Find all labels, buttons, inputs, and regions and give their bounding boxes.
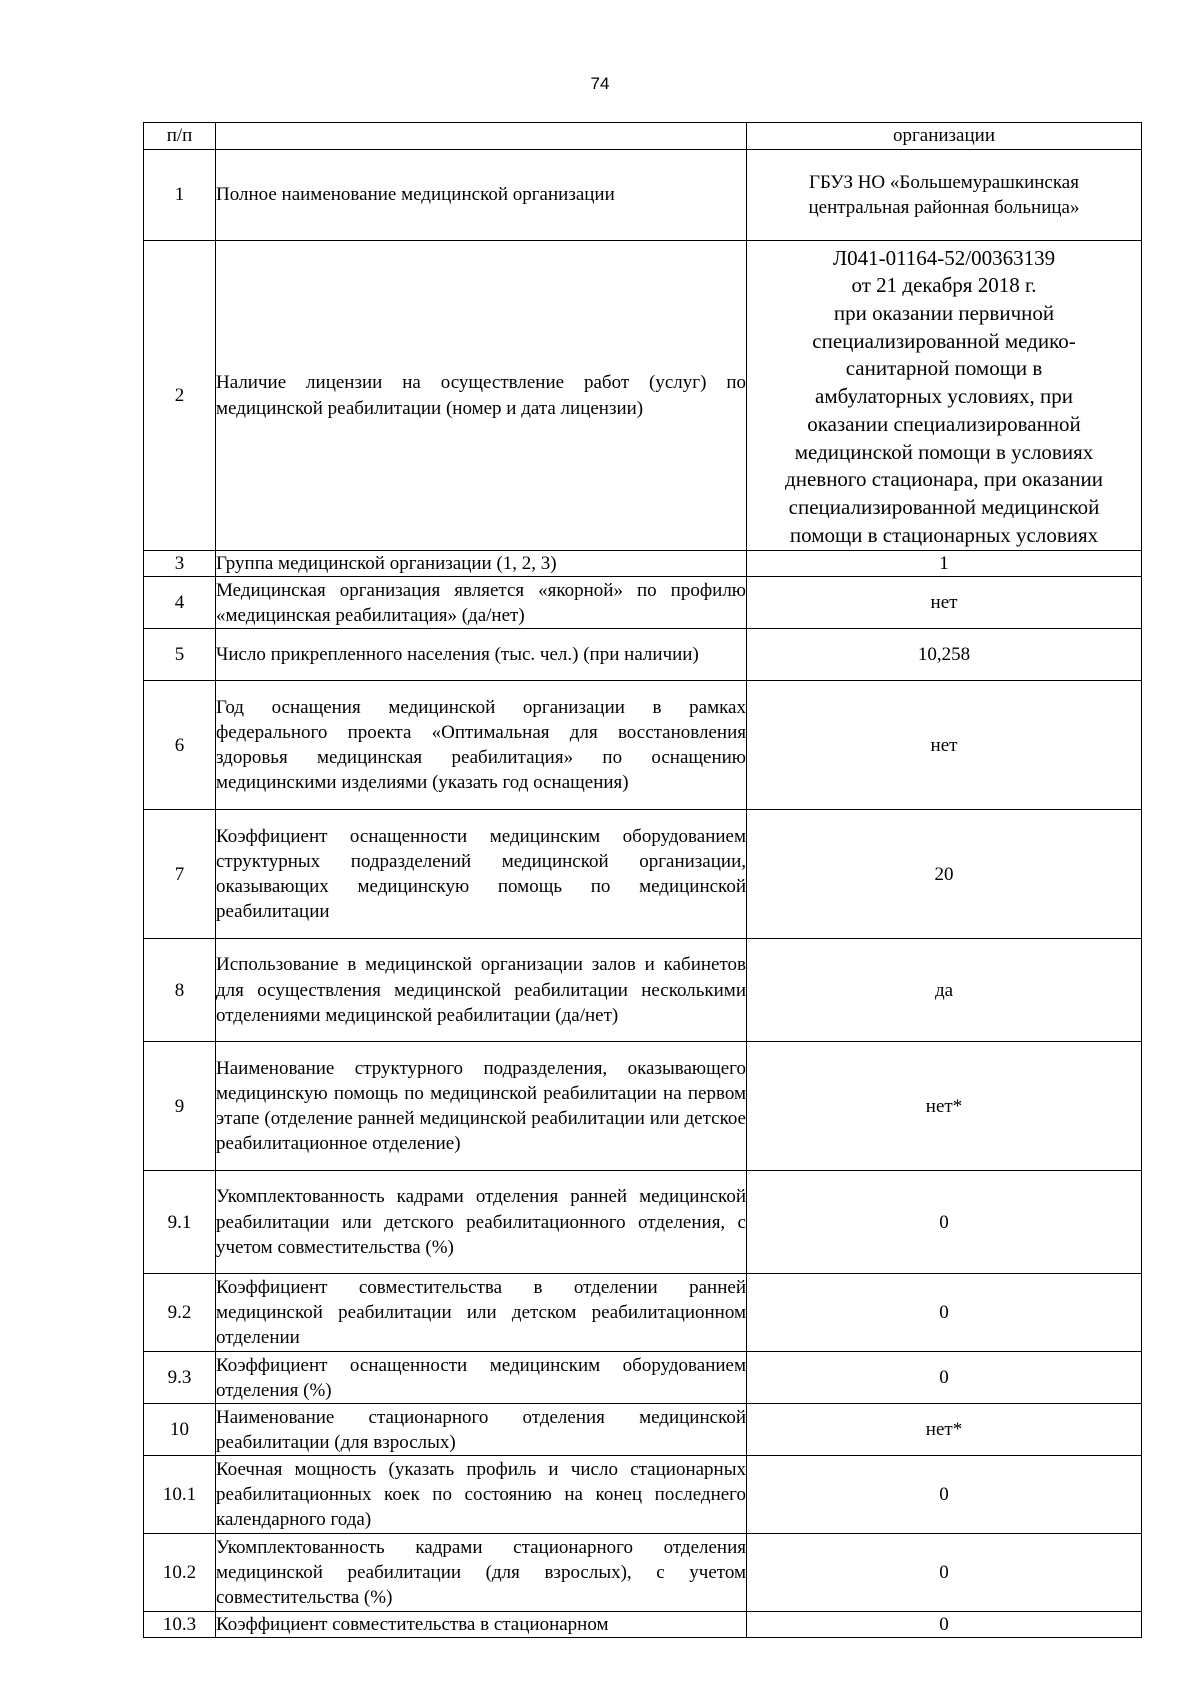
row-number: 1 xyxy=(144,150,216,241)
value-line: медицинской помощи в условиях xyxy=(794,439,1094,464)
row-description: Коечная мощность (указать профиль и число стационарных реабилитационных коек по состоянию на конец последнего календарного года) xyxy=(216,1456,747,1534)
row-number: 9.2 xyxy=(144,1274,216,1352)
value-line: помощи в стационарных условиях xyxy=(789,522,1099,547)
row-number: 9.3 xyxy=(144,1352,216,1404)
row-number: 10.3 xyxy=(144,1612,216,1638)
value-line: при оказании первичной xyxy=(833,300,1055,325)
row-value xyxy=(747,150,1142,241)
row-value: 0 xyxy=(747,1534,1142,1612)
row-number: 9 xyxy=(144,1042,216,1171)
row-value: да xyxy=(747,939,1142,1042)
table-row xyxy=(144,810,1142,939)
row-value: 20 xyxy=(747,810,1142,939)
row-description: Укомплектованность кадрами отделения ранней медицинской реабилитации или детского реабилитационного отделения, с учетом совместительства (%) xyxy=(216,1171,747,1274)
row-value: 0 xyxy=(747,1352,1142,1404)
row-description: Наличие лицензии на осуществление работ (услуг) по медицинской реабилитации (номер и дата лицензии) xyxy=(216,241,747,551)
value-line: центральная районная больница» xyxy=(808,197,1080,218)
value-line: дневного стационара, при оказании xyxy=(785,467,1103,492)
row-number: 10.1 xyxy=(144,1456,216,1534)
row-number: 10.2 xyxy=(144,1534,216,1612)
row-description: Использование в медицинской организации залов и кабинетов для осуществления медицинской реабилитации несколькими отделениями медицинской реабилитации (да/нет) xyxy=(216,939,747,1042)
table-row xyxy=(144,681,1142,810)
row-value xyxy=(747,241,1142,551)
row-value: 0 xyxy=(747,1612,1142,1638)
row-number: 10 xyxy=(144,1404,216,1456)
value-line: специализированной медико- xyxy=(812,328,1076,353)
page-number: 74 xyxy=(590,74,610,93)
table-row xyxy=(144,1274,1142,1352)
row-value: нет* xyxy=(747,1042,1142,1171)
table-row xyxy=(144,1534,1142,1612)
row-value: нет xyxy=(747,681,1142,810)
row-number: 9.1 xyxy=(144,1171,216,1274)
row-number: 6 xyxy=(144,681,216,810)
value-line: ГБУЗ НО «Большемурашкинская xyxy=(809,171,1079,193)
value-line: санитарной помощи в xyxy=(845,356,1043,381)
table-row xyxy=(144,1352,1142,1404)
row-description: Медицинская организация является «якорной» по профилю «медицинская реабилитация» (да/нет) xyxy=(216,577,747,629)
table-header-row xyxy=(144,123,1142,150)
row-value: 1 xyxy=(747,551,1142,577)
organization-data-table xyxy=(143,122,1142,1638)
table-row xyxy=(144,629,1142,681)
row-description: Коэффициент оснащенности медицинским оборудованием отделения (%) xyxy=(216,1352,747,1404)
value-line: от 21 декабря 2018 г. xyxy=(851,273,1037,298)
row-number: 3 xyxy=(144,551,216,577)
row-value: нет xyxy=(747,577,1142,629)
value-line: специализированной медицинской xyxy=(788,495,1100,520)
row-description: Наименование стационарного отделения медицинской реабилитации (для взрослых) xyxy=(216,1404,747,1456)
row-description: Число прикрепленного населения (тыс. чел.) (при наличии) xyxy=(216,629,747,681)
row-number: 5 xyxy=(144,629,216,681)
row-description: Коэффициент совместительства в отделении ранней медицинской реабилитации или детском реабилитационном отделении xyxy=(216,1274,747,1352)
row-value: нет* xyxy=(747,1404,1142,1456)
row-number: 2 xyxy=(144,241,216,551)
table-row xyxy=(144,577,1142,629)
value-line: амбулаторных условиях, при xyxy=(815,384,1073,409)
header-value-cell: организации xyxy=(747,123,1142,150)
value-line: оказании специализированной xyxy=(807,411,1081,436)
row-description: Коэффициент совместительства в стационарном xyxy=(216,1612,747,1638)
header-num-cell: п/п xyxy=(144,123,216,150)
table-row xyxy=(144,1042,1142,1171)
row-number: 4 xyxy=(144,577,216,629)
table-row xyxy=(144,551,1142,577)
value-line: Л041-01164-52/00363139 xyxy=(832,245,1056,270)
table-row xyxy=(144,241,1142,551)
row-description: Наименование структурного подразделения, оказывающего медицинскую помощь по медицинской реабилитации на первом этапе (отделение ранней медицинской реабилитации или детское реабилитационное отделение) xyxy=(216,1042,747,1171)
row-description: Укомплектованность кадрами стационарного отделения медицинской реабилитации (для взрослых), с учетом совместительства (%) xyxy=(216,1534,747,1612)
row-description: Полное наименование медицинской организации xyxy=(216,150,747,241)
row-description: Коэффициент оснащенности медицинским оборудованием структурных подразделений медицинской организации, оказывающих медицинскую помощь по медицинской реабилитации xyxy=(216,810,747,939)
row-value: 10,258 xyxy=(747,629,1142,681)
row-value: 0 xyxy=(747,1456,1142,1534)
row-description: Группа медицинской организации (1, 2, 3) xyxy=(216,551,747,577)
table-row xyxy=(144,1171,1142,1274)
row-value: 0 xyxy=(747,1274,1142,1352)
table-row xyxy=(144,150,1142,241)
table-row xyxy=(144,1404,1142,1456)
row-description: Год оснащения медицинской организации в рамках федерального проекта «Оптимальная для восстановления здоровья медицинская реабилитация» по оснащению медицинскими изделиями (указать год оснащения) xyxy=(216,681,747,810)
table-row xyxy=(144,1456,1142,1534)
table-row xyxy=(144,1612,1142,1638)
row-number: 8 xyxy=(144,939,216,1042)
header-desc-cell xyxy=(216,123,747,150)
table-row xyxy=(144,939,1142,1042)
row-value: 0 xyxy=(747,1171,1142,1274)
row-number: 7 xyxy=(144,810,216,939)
